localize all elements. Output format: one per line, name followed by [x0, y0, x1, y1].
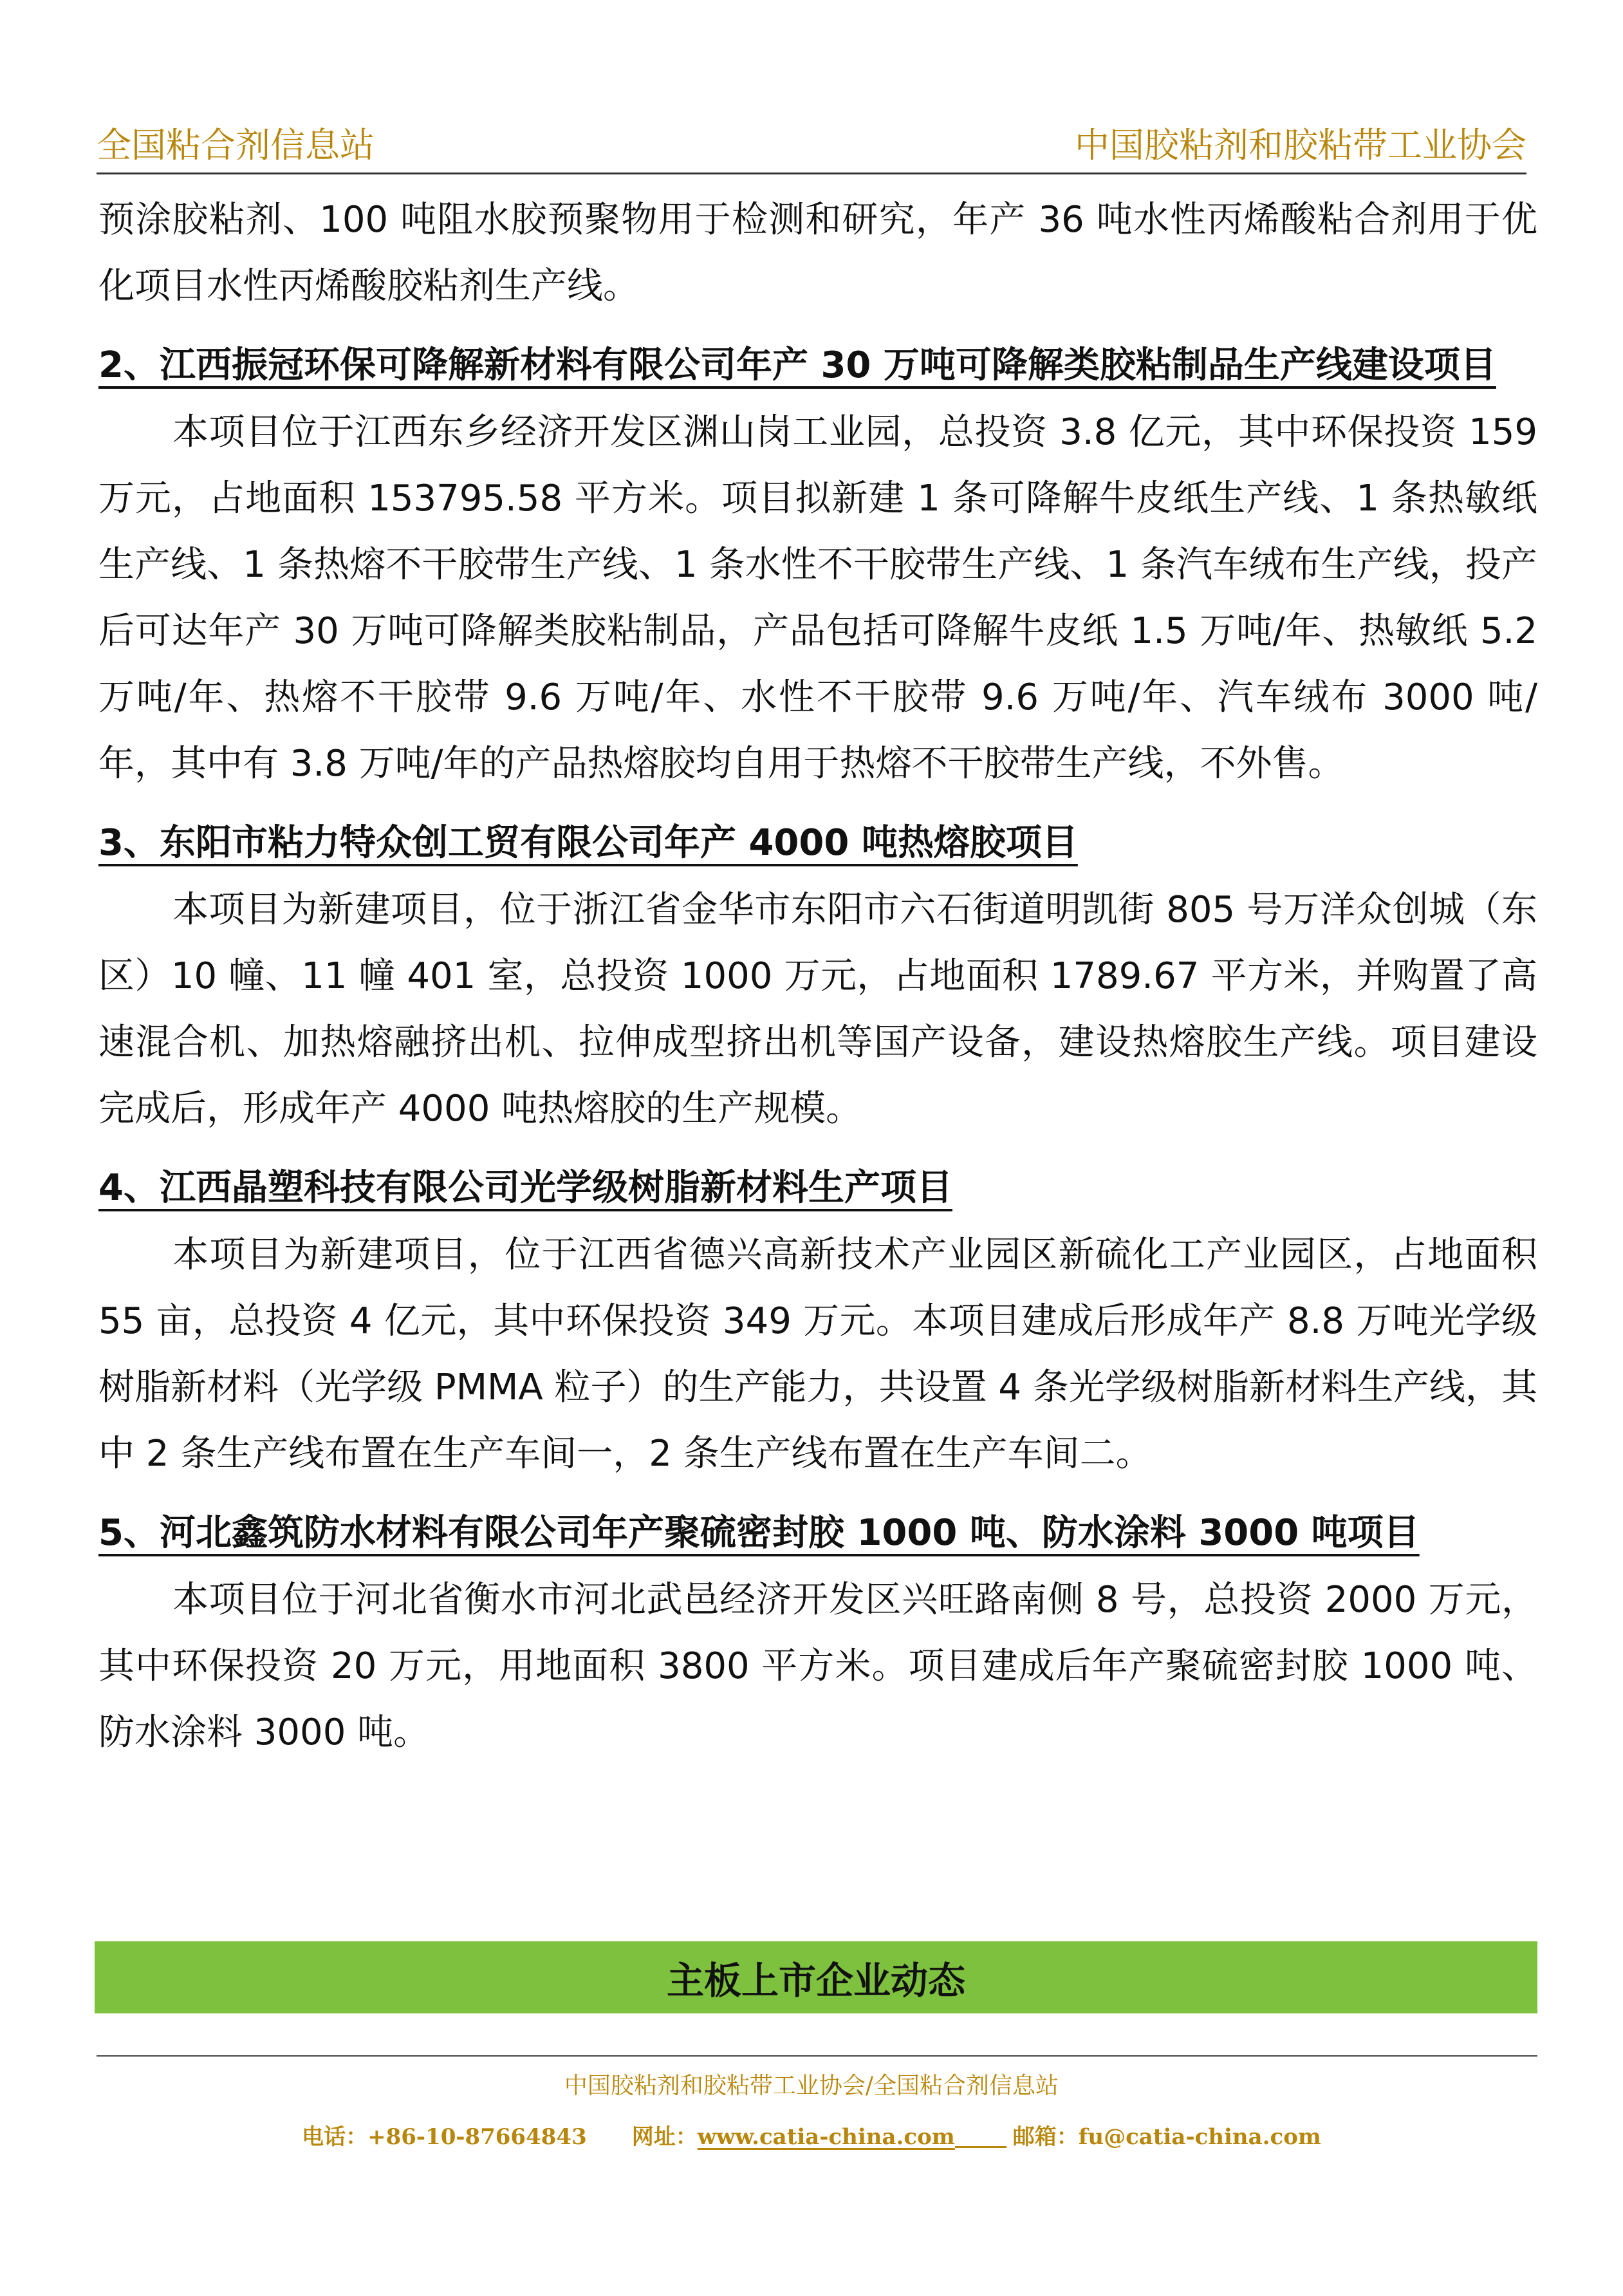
- section-paragraph: 本项目位于江西东乡经济开发区渊山岗工业园，总投资 3.8 亿元，其中环保投资 159 万元，占地面积 153795.58 平方米。项目拟新建 1 条可降解牛皮纸生产线、1 条热敏纸生产线、1 条热熔不干胶带生产线、1 条水性不干胶带生产线、1 条汽车绒布生产线，投产后可达年产 30 万吨可降解类胶粘制品，产品包括可降解牛皮纸 1.5 万吨/年、热敏纸 5.2 万吨/年、热熔不干胶带 9.6 万吨/年、水性不干胶带 9.6 万吨/年、汽车绒布 3000 吨/年，其中有 3.8 万吨/年的产品热熔胶均自用于热熔不干胶带生产线，不外售。: [98, 411, 1537, 785]
- header-right-title: 中国胶粘剂和胶粘带工业协会: [1075, 125, 1526, 165]
- section-heading: 3、东阳市粘力特众创工贸有限公司年产 4000 吨热熔胶项目: [98, 822, 1078, 864]
- header-left-title: 全国粘合剂信息站: [97, 125, 375, 165]
- section-5: [98, 1504, 1537, 1766]
- section-4: [98, 1159, 1537, 1487]
- footer-contact: [0, 2119, 1623, 2151]
- section-heading: 2、江西振冠环保可降解新材料有限公司年产 30 万吨可降解类胶粘制品生产线建设项目: [98, 344, 1496, 386]
- footer-website-label: 网址：: [631, 2124, 698, 2150]
- section-heading: 4、江西晶塑科技有限公司光学级树脂新材料生产项目: [98, 1167, 952, 1209]
- section-paragraph: 本项目为新建项目，位于浙江省金华市东阳市六石街道明凯街 805 号万洋众创城（东区）10 幢、11 幢 401 室，总投资 1000 万元，占地面积 1789.67 平方米，并购置了高速混合机、加热熔融挤出机、拉伸成型挤出机等国产设备，建设热熔胶生产线。项目建设完成后，形成年产 4000 吨热熔胶的生产规模。: [98, 889, 1537, 1130]
- section-banner: [95, 1941, 1537, 2013]
- document-body: [98, 187, 1537, 1766]
- section-paragraph: 本项目位于河北省衡水市河北武邑经济开发区兴旺路南侧 8 号，总投资 2000 万元，其中环保投资 20 万元，用地面积 3800 平方米。项目建成后年产聚硫密封胶 1000 吨、防水涂料 3000 吨。: [98, 1579, 1537, 1753]
- footer-divider: [97, 2055, 1537, 2057]
- banner-title: 主板上市企业动态: [666, 1959, 965, 2002]
- footer-organization: 中国胶粘剂和胶粘带工业协会/全国粘合剂信息站: [564, 2073, 1059, 2099]
- section-2: [98, 336, 1537, 797]
- footer-website-link[interactable]: www.catia-china.com: [697, 2124, 955, 2150]
- section-heading: 5、河北鑫筑防水材料有限公司年产聚硫密封胶 1000 吨、防水涂料 3000 吨项目: [98, 1512, 1420, 1554]
- footer-phone: 电话：+86-10-87664843: [302, 2124, 587, 2150]
- footer-email[interactable]: 邮箱：fu@catia-china.com: [1012, 2124, 1321, 2150]
- section-paragraph: 本项目为新建项目，位于江西省德兴高新技术产业园区新硫化工产业园区，占地面积 55 亩，总投资 4 亿元，其中环保投资 349 万元。本项目建成后形成年产 8.8 万吨光学级树脂新材料（光学级 PMMA 粒子）的生产能力，共设置 4 条光学级树脂新材料生产线，其中 2 条生产线布置在生产车间一，2 条生产线布置在生产车间二。: [98, 1234, 1537, 1475]
- intro-paragraph: 预涂胶粘剂、100 吨阻水胶预聚物用于检测和研究，年产 36 吨水性丙烯酸粘合剂用于优化项目水性丙烯酸胶粘剂生产线。: [98, 199, 1537, 307]
- page-header: [97, 109, 1526, 174]
- section-3: [98, 814, 1537, 1142]
